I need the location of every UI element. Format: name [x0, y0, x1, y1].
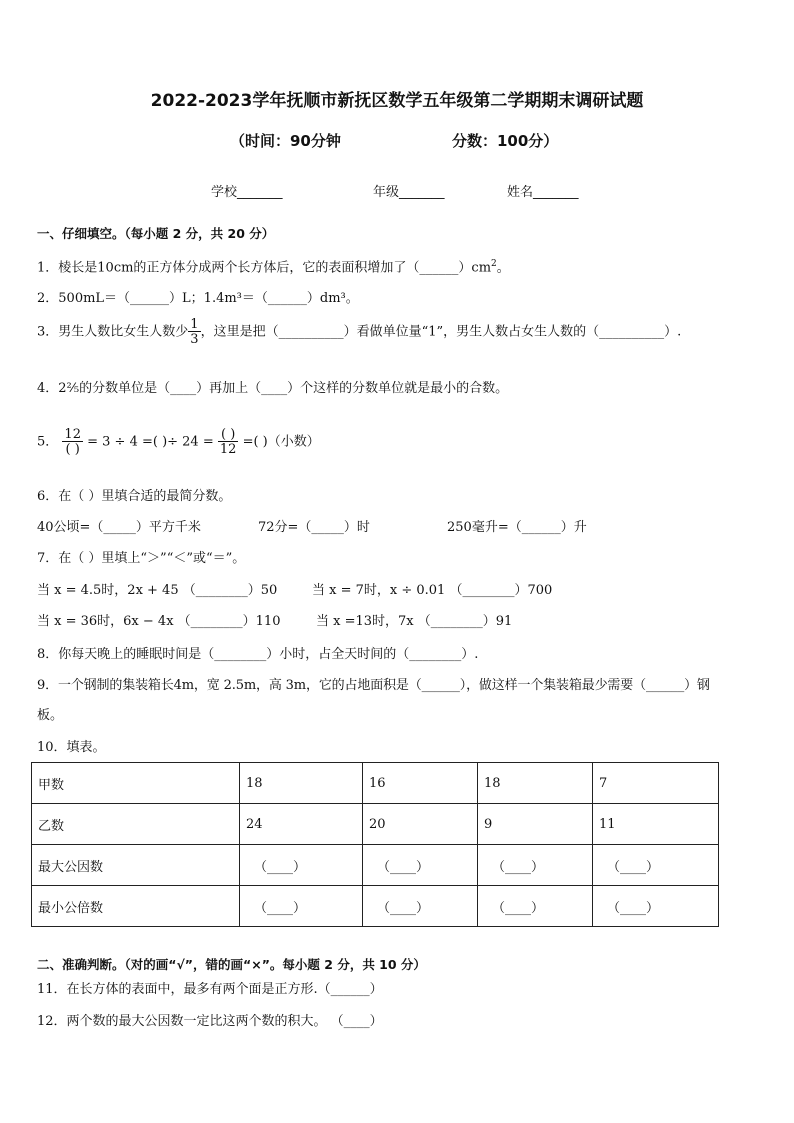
question-6: 6．在（ ）里填合适的最简分数。: [37, 489, 232, 504]
question-3: [37, 318, 681, 346]
question-5-label: 5．: [37, 434, 59, 450]
table-row: [32, 804, 719, 845]
table-row: [32, 763, 719, 804]
question-8: 8．你每天晚上的睡眠时间是（________）小时，占全天时间的（________）.: [37, 647, 479, 662]
question-11: 11．在长方体的表面中，最多有两个面是正方形.（______）: [37, 982, 383, 997]
question-1-text: 1．棱长是10cm的正方体分成两个长方体后，它的表面积增加了（______）cm: [37, 260, 492, 276]
fraction-numerator: 1: [190, 317, 199, 332]
question-6-c: 250毫升=（______）升: [447, 520, 587, 535]
question-4: 4．2⅖的分数单位是（____）再加上（____）个这样的分数单位就是最小的合数。: [37, 381, 509, 396]
table-cell: 最小公倍数: [32, 886, 240, 927]
section1-heading: 一、仔细填空。（每小题 2 分，共 20 分）: [37, 226, 275, 241]
table-cell: 最大公因数: [32, 845, 240, 886]
name-field: 姓名_______: [507, 185, 579, 200]
table-row: [32, 886, 719, 927]
table-cell: 20: [363, 804, 478, 845]
table-cell: 7: [593, 763, 719, 804]
fill-table: [31, 762, 719, 927]
question-1: [37, 255, 510, 277]
fraction-denominator: 3: [190, 332, 199, 347]
table-answer-blank[interactable]: （____）: [478, 886, 593, 927]
fraction-numerator: 12: [64, 427, 81, 442]
table-cell: 乙数: [32, 804, 240, 845]
question-5-fraction-1: [62, 428, 83, 456]
grade-field: 年级_______: [373, 185, 445, 200]
question-5-middle: = 3 ÷ 4 =( )÷ 24 =: [87, 434, 214, 450]
question-12: 12．两个数的最大公因数一定比这两个数的积大。 （____）: [37, 1014, 383, 1029]
table-cell: 11: [593, 804, 719, 845]
question-7-d: 当 x =13时，7x （________）91: [316, 614, 513, 629]
question-9-line-1: 9．一个钢制的集装箱长4m，宽 2.5m，高 3m，它的占地面积是（______），做这样一个集装箱最少需要（______）钢: [37, 678, 710, 693]
exam-score: 分数：100分）: [452, 132, 559, 150]
exam-time: （时间：90分钟: [230, 132, 341, 150]
question-6-a: 40公顷=（_____）平方千米: [37, 520, 201, 535]
table-cell: 9: [478, 804, 593, 845]
question-3-fraction: [188, 318, 200, 346]
table-answer-blank[interactable]: （____）: [363, 886, 478, 927]
table-cell: 18: [240, 763, 363, 804]
table-cell: 甲数: [32, 763, 240, 804]
table-answer-blank[interactable]: （____）: [240, 845, 363, 886]
table-answer-blank[interactable]: （____）: [240, 886, 363, 927]
question-5: [37, 428, 320, 456]
table-cell: 24: [240, 804, 363, 845]
question-10: 10．填表。: [37, 740, 106, 755]
question-3-text-b: ，这里是把（__________）看做单位量“1”，男生人数占女生人数的（__________）.: [200, 324, 682, 340]
question-7-a: 当 x = 4.5时，2x + 45 （________）50: [37, 583, 278, 598]
table-cell: 16: [363, 763, 478, 804]
question-5-end: =( )（小数）: [242, 434, 320, 450]
table-answer-blank[interactable]: （____）: [363, 845, 478, 886]
question-9-line-2: 板。: [37, 708, 64, 723]
fraction-denominator: ( ): [62, 441, 83, 456]
table-answer-blank[interactable]: （____）: [593, 886, 719, 927]
question-7: 7．在（ ）里填上“＞”“＜”或“＝”。: [37, 551, 246, 566]
section2-heading: 二、准确判断。（对的画“√”，错的画“×”。每小题 2 分，共 10 分）: [37, 957, 426, 972]
question-7-b: 当 x = 7时，x ÷ 0.01 （________）700: [312, 583, 553, 598]
table-answer-blank[interactable]: （____）: [478, 845, 593, 886]
question-2: 2．500mL＝（______）L；1.4m³＝（______）dm³。: [37, 291, 359, 306]
fraction-denominator: 12: [219, 442, 237, 457]
table-row: [32, 845, 719, 886]
fraction-numerator: ( ): [221, 427, 236, 442]
table-answer-blank[interactable]: （____）: [593, 845, 719, 886]
question-1-sup: 2: [491, 259, 497, 269]
table-cell: 18: [478, 763, 593, 804]
question-5-fraction-2: [218, 428, 239, 456]
question-3-text-a: 3．男生人数比女生人数少: [37, 324, 189, 340]
school-field: 学校_______: [211, 185, 283, 200]
exam-title: 2022-2023学年抚顺市新抚区数学五年级第二学期期末调研试题: [150, 91, 644, 111]
question-6-b: 72分=（_____）时: [258, 520, 370, 535]
question-1-end: 。: [496, 260, 510, 276]
question-7-c: 当 x = 36时，6x − 4x （________）110: [37, 614, 281, 629]
